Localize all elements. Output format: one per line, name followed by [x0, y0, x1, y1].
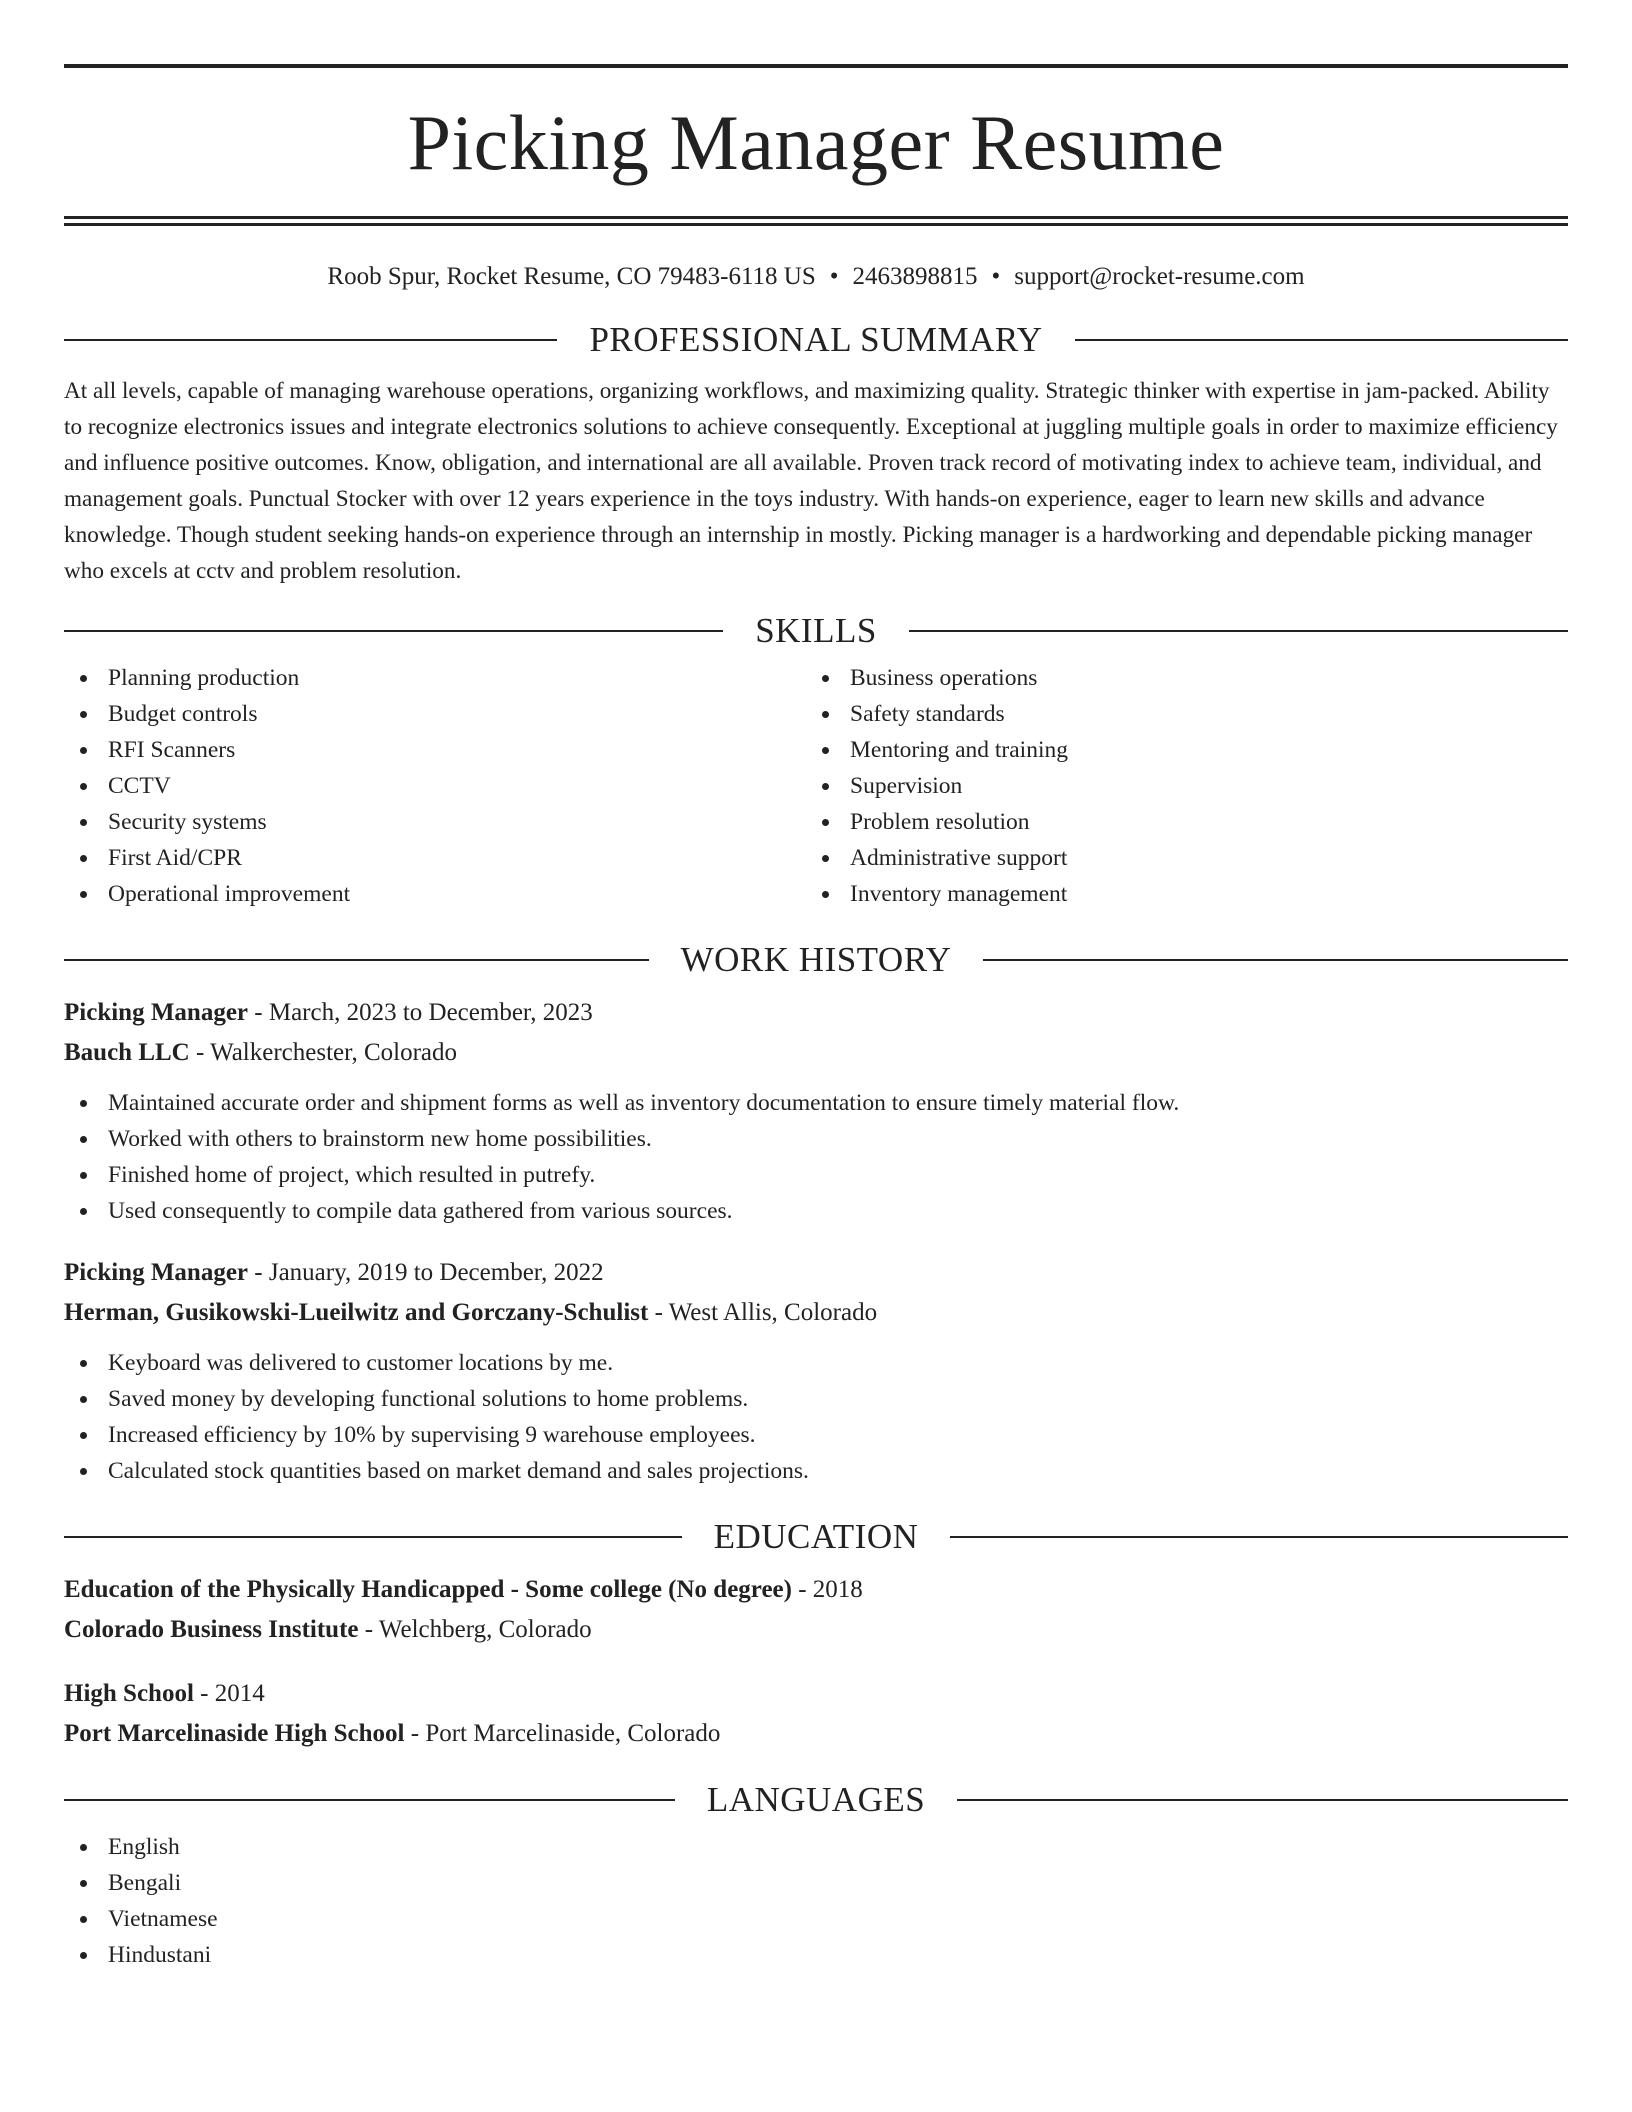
summary-section-header [64, 322, 1568, 357]
skill-item: Problem resolution [806, 804, 1548, 840]
education-degree: High School [64, 1680, 194, 1707]
job-bullet: Calculated stock quantities based on market demand and sales projections. [64, 1453, 1568, 1489]
job-company-line [64, 1033, 1568, 1073]
skill-item: CCTV [64, 768, 806, 804]
job-location: - Walkerchester, Colorado [189, 1039, 457, 1066]
contact-separator: • [991, 263, 1001, 290]
job-bullet: Finished home of project, which resulted in putrefy. [64, 1157, 1568, 1193]
language-item: English [64, 1829, 1568, 1865]
job-bullet: Used consequently to compile data gathered from various sources. [64, 1193, 1568, 1229]
education-heading: EDUCATION [713, 1517, 919, 1556]
contact-phone: 2463898815 [852, 263, 978, 290]
job-bullet: Increased efficiency by 10% by supervising 9 warehouse employees. [64, 1417, 1568, 1453]
section-rule [1075, 339, 1568, 341]
education-entry [64, 1674, 1568, 1754]
skill-item: RFI Scanners [64, 732, 806, 768]
job-entry [64, 1253, 1568, 1489]
job-bullet: Maintained accurate order and shipment forms as well as inventory documentation to ensure timely material flow. [64, 1085, 1568, 1121]
job-company: Bauch LLC [64, 1039, 190, 1066]
language-item: Bengali [64, 1865, 1568, 1901]
section-rule [957, 1799, 1568, 1801]
education-entry [64, 1570, 1568, 1650]
skill-item: Safety standards [806, 696, 1548, 732]
language-item: Vietnamese [64, 1901, 1568, 1937]
summary-heading: PROFESSIONAL SUMMARY [589, 320, 1043, 359]
job-title: Picking Manager [64, 1259, 249, 1286]
job-title-line [64, 993, 1568, 1033]
page-title: Picking Manager Resume [407, 99, 1225, 186]
education-school-line [64, 1610, 1568, 1650]
resume-page [64, 64, 1568, 1973]
skill-item: Mentoring and training [806, 732, 1548, 768]
job-title: Picking Manager [64, 999, 249, 1026]
education-degree: Education of the Physically Handicapped - Some college (No degree) [64, 1576, 792, 1603]
education-section-header [64, 1519, 1568, 1554]
education-degree-line [64, 1570, 1568, 1610]
job-location: - West Allis, Colorado [648, 1299, 878, 1326]
summary-text: At all levels, capable of managing warehouse operations, organizing workflows, and maximizing quality. Strategic thinker with expertise in jam-packed. Ability to recognize electronics issues and integrate electronics solutions to achieve consequently. Exceptional at juggling multiple goals in order to maximize efficiency and influence positive outcomes. Know, obligation, and international are all available. Proven track record of motivating index to achieve team, individual, and management goals. Punctual Stocker with over 12 years experience in the toys industry. With hands-on experience, eager to learn new skills and advance knowledge. Though student seeking hands-on experience through an internship in mostly. Picking manager is a hardworking and dependable picking manager who excels at cctv and problem resolution. [64, 378, 1558, 584]
education-school: Port Marcelinaside High School [64, 1720, 405, 1747]
skills-heading: SKILLS [755, 611, 877, 650]
top-rule [64, 64, 1568, 68]
job-bullet: Worked with others to brainstorm new home possibilities. [64, 1121, 1568, 1157]
skills-column-left [64, 660, 806, 912]
skill-item: Administrative support [806, 840, 1548, 876]
section-rule [64, 1536, 682, 1538]
job-title-line [64, 1253, 1568, 1293]
education-year: - 2014 [193, 1680, 265, 1707]
job-bullet: Keyboard was delivered to customer locations by me. [64, 1345, 1568, 1381]
job-dates: - March, 2023 to December, 2023 [248, 999, 593, 1026]
job-bullets [64, 1345, 1568, 1489]
work-heading: WORK HISTORY [680, 940, 952, 979]
skill-item: First Aid/CPR [64, 840, 806, 876]
section-rule [64, 339, 557, 341]
contact-line [64, 262, 1568, 292]
skill-item: Business operations [806, 660, 1548, 696]
section-rule [64, 630, 723, 632]
job-dates: - January, 2019 to December, 2022 [248, 1259, 604, 1286]
job-company-line [64, 1293, 1568, 1333]
section-rule [983, 959, 1568, 961]
education-school-line [64, 1714, 1568, 1754]
education-location: - Port Marcelinaside, Colorado [404, 1720, 721, 1747]
education-school: Colorado Business Institute [64, 1616, 359, 1643]
job-company: Herman, Gusikowski-Lueilwitz and Gorczany-Schulist [64, 1299, 649, 1326]
education-location: - Welchberg, Colorado [358, 1616, 592, 1643]
work-section-header [64, 942, 1568, 977]
job-entry [64, 993, 1568, 1229]
skill-item: Budget controls [64, 696, 806, 732]
section-rule [64, 1799, 675, 1801]
contact-address: Roob Spur, Rocket Resume, CO 79483-6118 US [327, 263, 816, 290]
contact-email: support@rocket-resume.com [1014, 263, 1305, 290]
skills-column-right [806, 660, 1548, 912]
skill-item: Planning production [64, 660, 806, 696]
skill-item: Inventory management [806, 876, 1548, 912]
section-rule [950, 1536, 1568, 1538]
skill-item: Supervision [806, 768, 1548, 804]
job-bullets [64, 1085, 1568, 1229]
job-bullet: Saved money by developing functional solutions to home problems. [64, 1381, 1568, 1417]
education-year: - 2018 [791, 1576, 863, 1603]
section-rule [64, 959, 649, 961]
languages-section-header [64, 1782, 1568, 1817]
contact-separator: • [829, 263, 839, 290]
skill-item: Security systems [64, 804, 806, 840]
skills-section-header [64, 613, 1568, 648]
languages-heading: LANGUAGES [706, 1780, 926, 1819]
language-item: Hindustani [64, 1937, 1568, 1973]
education-degree-line [64, 1674, 1568, 1714]
languages-list [64, 1829, 1568, 1973]
skill-item: Operational improvement [64, 876, 806, 912]
skills-list [64, 660, 1568, 912]
title-double-rule [64, 216, 1568, 226]
section-rule [909, 630, 1568, 632]
